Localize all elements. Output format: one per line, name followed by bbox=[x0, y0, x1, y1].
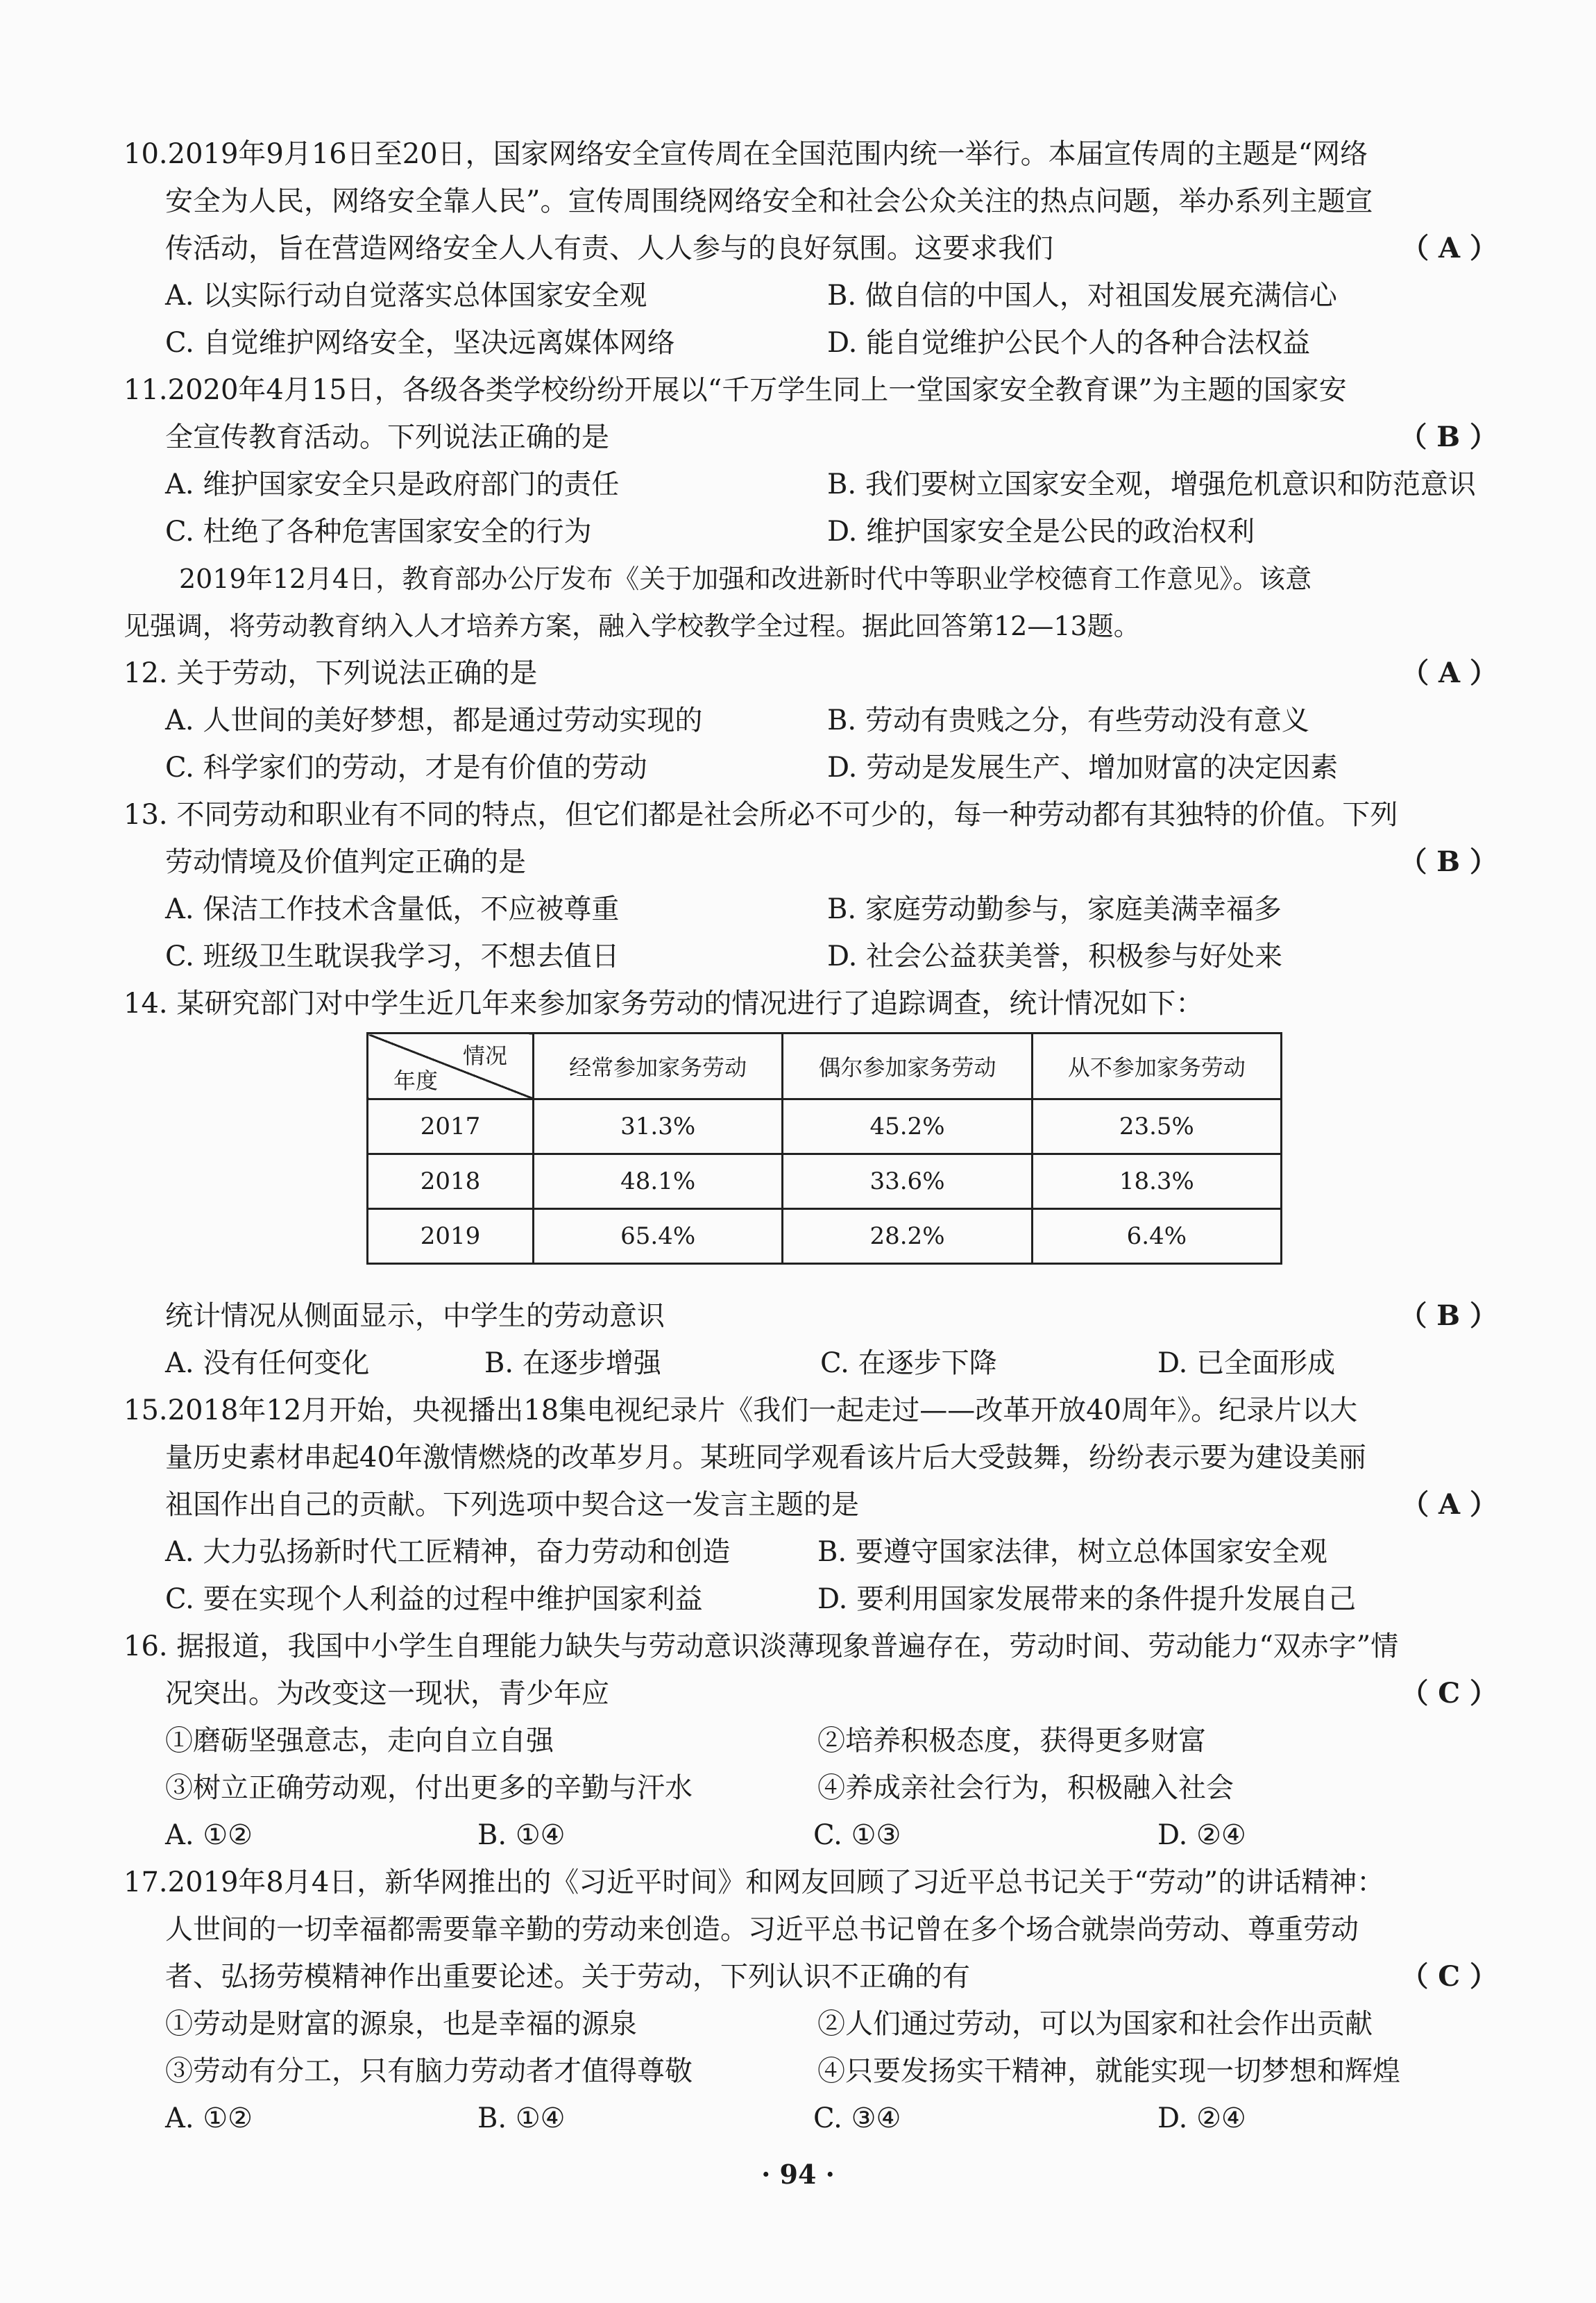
q11-stem-1: 11.2020年4月15日，各级各类学校纷纷开展以“千万学生同上一堂国家安全教育课”为主题的国家安 bbox=[124, 374, 1347, 406]
question-12 bbox=[124, 650, 1497, 791]
q15-stem-3: 祖国作出自己的贡献。下列选项中契合这一发言主题的是 （ A ） bbox=[124, 1481, 1497, 1528]
q12-option-c: C. 科学家们的劳动，才是有价值的劳动 bbox=[165, 752, 647, 784]
q14-option-c: C. 在逐步下降 bbox=[820, 1347, 997, 1379]
q15-stem-2: 量历史素材串起40年激情燃烧的改革岁月。某班同学观看该片后大受鼓舞，纷纷表示要为建设美丽 bbox=[165, 1442, 1366, 1474]
q14-stem-1: 14. 某研究部门对中学生近几年来参加家务劳动的情况进行了追踪调查，统计情况如下： bbox=[124, 988, 1204, 1020]
q17-option-a: A. ①② bbox=[165, 2102, 253, 2134]
q15-options-row-1 bbox=[124, 1528, 1497, 1576]
question-14 bbox=[124, 980, 1497, 1027]
cell-often: 31.3% bbox=[534, 1099, 783, 1154]
cell-often: 65.4% bbox=[534, 1209, 783, 1264]
q16-answer: （ C ） bbox=[1400, 1677, 1497, 1710]
q10-option-d: D. 能自觉维护公民个人的各种合法权益 bbox=[827, 327, 1311, 359]
q10-stem-2: 安全为人民，网络安全靠人民”。宣传周围绕网络安全和社会公众关注的热点问题，举办系列主题宣 bbox=[165, 185, 1373, 217]
q11-option-d: D. 维护国家安全是公民的政治权利 bbox=[827, 516, 1255, 548]
q16-item-1: ①磨砺坚强意志，走向自立自强 bbox=[165, 1725, 554, 1757]
q10-answer: （ A ） bbox=[1401, 232, 1497, 264]
intro-12-13 bbox=[124, 555, 1497, 650]
cell-sometimes: 45.2% bbox=[783, 1099, 1032, 1154]
q17-item-3: ③劳动有分工，只有脑力劳动者才值得尊敬 bbox=[165, 2055, 693, 2087]
intro-line-1: 2019年12月4日，教育部办公厅发布《关于加强和改进新时代中等职业学校德育工作意见》。该意 bbox=[179, 564, 1312, 594]
q15-option-b: B. 要遵守国家法律，树立总体国家安全观 bbox=[817, 1536, 1327, 1568]
q15-stem-1: 15.2018年12月开始，央视播出18集电视纪录片《我们一起走过——改革开放40周年》。纪录片以大 bbox=[124, 1394, 1358, 1426]
q14-options-row bbox=[124, 1340, 1497, 1387]
q13-option-c: C. 班级卫生耽误我学习，不想去值日 bbox=[165, 940, 620, 972]
q11-option-b: B. 我们要树立国家安全观，增强危机意识和防范意识 bbox=[827, 469, 1476, 500]
q13-option-a: A. 保洁工作技术含量低，不应被尊重 bbox=[165, 893, 620, 925]
header-sometimes: 偶尔参加家务劳动 bbox=[783, 1034, 1032, 1099]
q16-option-a: A. ①② bbox=[165, 1819, 253, 1851]
corner-label-situation: 情况 bbox=[462, 1043, 507, 1069]
q16-item-2: ②培养积极态度，获得更多财富 bbox=[817, 1725, 1206, 1757]
q10-options-row-2 bbox=[124, 319, 1497, 366]
cell-sometimes: 33.6% bbox=[783, 1154, 1032, 1209]
intro-line-2: 见强调，将劳动教育纳入人才培养方案，融入学校教学全过程。据此回答第12—13题。 bbox=[124, 611, 1140, 641]
q17-stem-1: 17.2019年8月4日，新华网推出的《习近平时间》和网友回顾了习近平总书记关于“劳动”的讲话精神： bbox=[124, 1866, 1385, 1898]
cell-never: 23.5% bbox=[1032, 1099, 1281, 1154]
housework-survey-table bbox=[366, 1032, 1282, 1265]
q13-stem-1: 13. 不同劳动和职业有不同的特点，但它们都是社会所必不可少的，每一种劳动都有其独特的价值。下列 bbox=[124, 799, 1398, 831]
q17-stem-3: 者、弘扬劳模精神作出重要论述。关于劳动，下列认识不正确的有 （ C ） bbox=[124, 1953, 1497, 2000]
q13-options-row-2 bbox=[124, 933, 1497, 980]
question-15 bbox=[124, 1387, 1497, 1623]
header-never: 从不参加家务劳动 bbox=[1032, 1034, 1281, 1099]
q16-item-4: ④养成亲社会行为，积极融入社会 bbox=[817, 1772, 1234, 1804]
cell-year: 2017 bbox=[368, 1099, 534, 1154]
q16-option-d: D. ②④ bbox=[1157, 1819, 1246, 1851]
q11-option-a: A. 维护国家安全只是政府部门的责任 bbox=[165, 469, 620, 500]
q16-stem-1: 16. 据报道，我国中小学生自理能力缺失与劳动意识淡薄现象普遍存在，劳动时间、劳动能力“双赤字”情 bbox=[124, 1630, 1399, 1662]
q17-options-row bbox=[124, 2095, 1497, 2142]
q17-item-4: ④只要发扬实干精神，就能实现一切梦想和辉煌 bbox=[817, 2055, 1400, 2087]
q16-option-b: B. ①④ bbox=[477, 1819, 566, 1851]
table-header-row bbox=[368, 1034, 1282, 1099]
q16-item-3: ③树立正确劳动观，付出更多的辛勤与汗水 bbox=[165, 1772, 693, 1804]
q12-option-a: A. 人世间的美好梦想，都是通过劳动实现的 bbox=[165, 705, 703, 736]
q14-option-b: B. 在逐步增强 bbox=[484, 1347, 661, 1379]
table-corner-cell bbox=[368, 1034, 534, 1099]
q16-options-row bbox=[124, 1812, 1497, 1859]
q13-option-d: D. 社会公益获美誉，积极参与好处来 bbox=[827, 940, 1283, 972]
q17-option-c: C. ③④ bbox=[813, 2102, 901, 2134]
q12-answer: （ A ） bbox=[1401, 657, 1497, 689]
q10-stem-1: 10.2019年9月16日至20日，国家网络安全宣传周在全国范围内统一举行。本届宣传周的主题是“网络 bbox=[124, 138, 1368, 170]
header-often: 经常参加家务劳动 bbox=[534, 1034, 783, 1099]
q17-items-row-2 bbox=[124, 2048, 1497, 2095]
q10-option-c: C. 自觉维护网络安全，坚决远离媒体网络 bbox=[165, 327, 675, 359]
q11-stem-2: 全宣传教育活动。下列说法正确的是 （ B ） bbox=[124, 414, 1497, 461]
question-16 bbox=[124, 1623, 1497, 1859]
q11-options-row-1 bbox=[124, 461, 1497, 508]
q16-items-row-1 bbox=[124, 1717, 1497, 1764]
q12-options-row-2 bbox=[124, 744, 1497, 791]
q15-option-c: C. 要在实现个人利益的过程中维护国家利益 bbox=[165, 1583, 703, 1615]
q15-options-row-2 bbox=[124, 1576, 1497, 1623]
q11-option-c: C. 杜绝了各种危害国家安全的行为 bbox=[165, 516, 592, 548]
table-row bbox=[368, 1209, 1282, 1264]
q12-stem-1: 12. 关于劳动，下列说法正确的是 （ A ） bbox=[124, 650, 1497, 697]
q11-answer: （ B ） bbox=[1399, 421, 1497, 453]
q14-option-a: A. 没有任何变化 bbox=[165, 1347, 370, 1379]
q12-option-d: D. 劳动是发展生产、增加财富的决定因素 bbox=[827, 752, 1339, 784]
question-13 bbox=[124, 791, 1497, 980]
cell-year: 2018 bbox=[368, 1154, 534, 1209]
cell-never: 6.4% bbox=[1032, 1209, 1281, 1264]
q14-option-d: D. 已全面形成 bbox=[1157, 1347, 1336, 1379]
q17-item-1: ①劳动是财富的源泉，也是幸福的源泉 bbox=[165, 2008, 637, 2040]
q10-options-row-1 bbox=[124, 272, 1497, 319]
q10-option-a: A. 以实际行动自觉落实总体国家安全观 bbox=[165, 280, 647, 312]
question-17 bbox=[124, 1859, 1497, 2142]
cell-never: 18.3% bbox=[1032, 1154, 1281, 1209]
q10-option-b: B. 做自信的中国人，对祖国发展充满信心 bbox=[827, 280, 1337, 312]
q13-answer: （ B ） bbox=[1399, 845, 1497, 878]
table-row bbox=[368, 1154, 1282, 1209]
corner-label-year: 年度 bbox=[393, 1068, 439, 1094]
q16-items-row-2 bbox=[124, 1764, 1497, 1812]
q14-follow-line: 统计情况从侧面显示，中学生的劳动意识 （ B ） bbox=[124, 1292, 1497, 1340]
question-14-follow bbox=[124, 1292, 1497, 1387]
cell-year: 2019 bbox=[368, 1209, 534, 1264]
q14-answer: （ B ） bbox=[1399, 1299, 1497, 1332]
q12-option-b: B. 劳动有贵贱之分，有些劳动没有意义 bbox=[827, 705, 1309, 736]
q17-items-row-1 bbox=[124, 2000, 1497, 2048]
q10-stem-3: 传活动，旨在营造网络安全人人有责、人人参与的良好氛围。这要求我们 （ A ） bbox=[124, 225, 1497, 272]
q17-option-d: D. ②④ bbox=[1157, 2102, 1246, 2134]
q13-options-row-1 bbox=[124, 886, 1497, 933]
q11-options-row-2 bbox=[124, 508, 1497, 555]
q17-stem-2: 人世间的一切幸福都需要靠辛勤的劳动来创造。习近平总书记曾在多个场合就崇尚劳动、尊重劳动 bbox=[165, 1914, 1359, 1946]
q17-item-2: ②人们通过劳动，可以为国家和社会作出贡献 bbox=[817, 2008, 1373, 2040]
cell-sometimes: 28.2% bbox=[783, 1209, 1032, 1264]
q16-option-c: C. ①③ bbox=[813, 1819, 901, 1851]
q13-option-b: B. 家庭劳动勤参与，家庭美满幸福多 bbox=[827, 893, 1282, 925]
q15-option-a: A. 大力弘扬新时代工匠精神，奋力劳动和创造 bbox=[165, 1536, 731, 1568]
question-10 bbox=[124, 130, 1497, 366]
q13-stem-2: 劳动情境及价值判定正确的是 （ B ） bbox=[124, 838, 1497, 886]
cell-often: 48.1% bbox=[534, 1154, 783, 1209]
table-row bbox=[368, 1099, 1282, 1154]
q15-answer: （ A ） bbox=[1401, 1488, 1497, 1521]
q16-stem-2: 况突出。为改变这一现状，青少年应 （ C ） bbox=[124, 1670, 1497, 1717]
question-11 bbox=[124, 366, 1497, 555]
q17-answer: （ C ） bbox=[1400, 1960, 1497, 1993]
q12-options-row-1 bbox=[124, 697, 1497, 744]
q17-option-b: B. ①④ bbox=[477, 2102, 566, 2134]
q15-option-d: D. 要利用国家发展带来的条件提升发展自己 bbox=[817, 1583, 1357, 1615]
page-number: · 94 · bbox=[761, 2159, 835, 2190]
